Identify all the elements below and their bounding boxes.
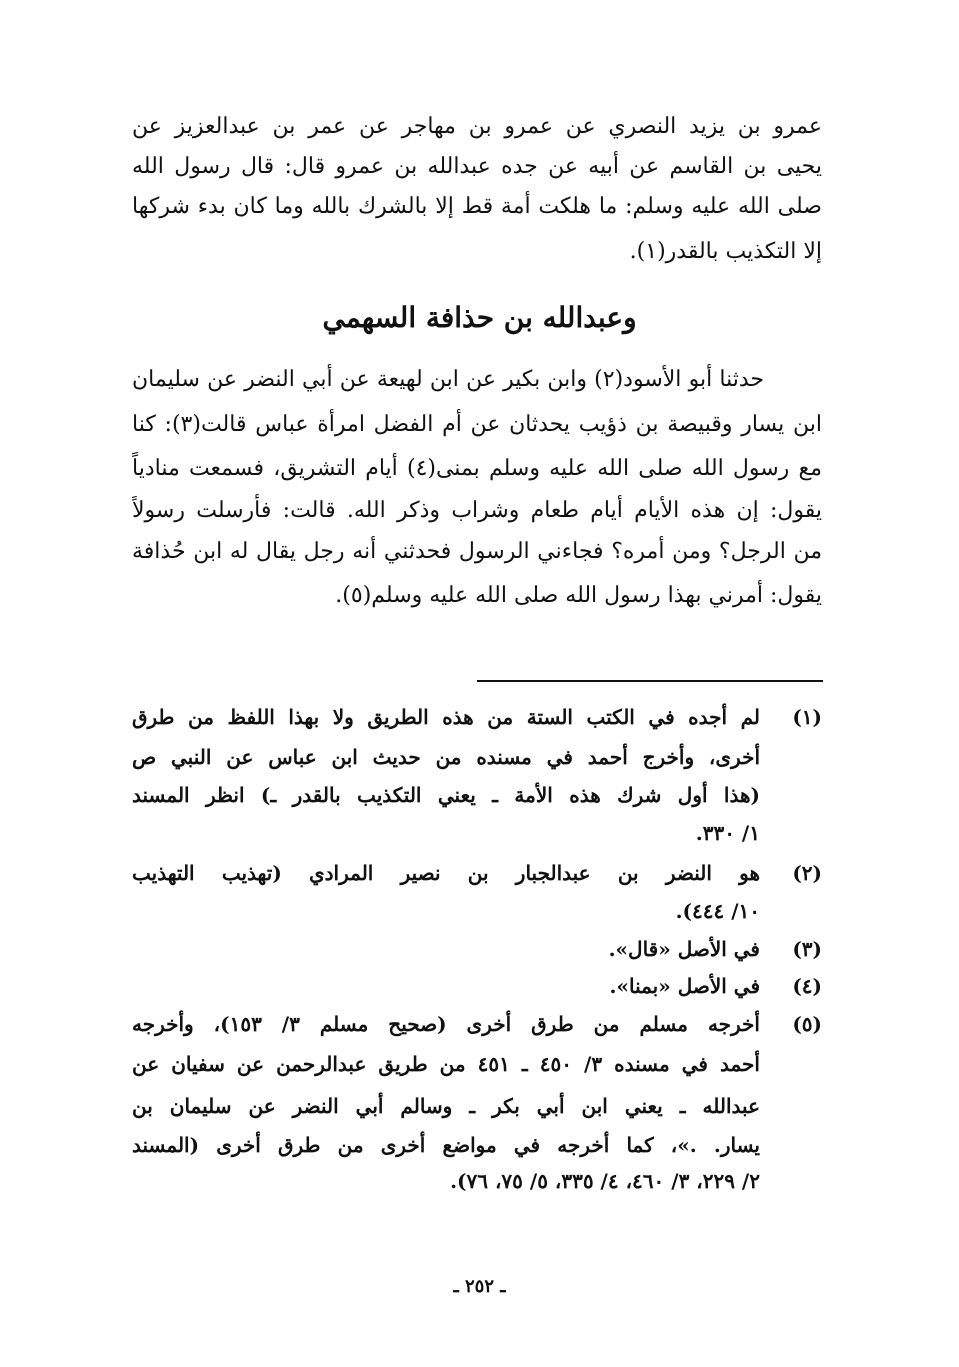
footnote-text: (هذا أول شرك هذه الأمة ـ يعني التكذيب بالقدر ـ) انظر المسند (132, 783, 760, 807)
footnote-text: ٢/ ٢٢٩، ٣/ ٤٦٠، ٤/ ٣٣٥، ٥/ ٧٥، ٧٦). (450, 1169, 760, 1193)
footnote-text: هو النضر بن عبدالجبار بن نصير المرادي (تهذيب التهذيب (132, 861, 760, 885)
footnote-number: (٤) (792, 974, 822, 998)
footnote-separator (477, 680, 823, 682)
body-line: يقول: إن هذه الأيام أيام طعام وشراب وذكر الله. قالت: فأرسلت رسولاً (132, 498, 822, 523)
section-heading: وعبدالله بن حذافة السهمي (322, 301, 637, 334)
footnote-number: (١) (792, 705, 822, 729)
footnote-text: في الأصل «قال». (608, 937, 760, 961)
body-line: حدثنا أبو الأسود(٢) وابن بكير عن ابن لهيعة عن أبي النضر عن سليمان (132, 367, 764, 392)
footnote-text: أخرى، وأخرج أحمد في مسنده من حديث ابن عباس عن النبي ص (132, 745, 760, 769)
footnote-number: (٢) (792, 861, 822, 885)
body-line: من الرجل؟ ومن أمره؟ فجاءني الرسول فحدثني أنه رجل يقال له ابن حُذافة (132, 539, 822, 564)
footnote-text: ١/ ٣٣٠. (695, 821, 760, 845)
footnote-number: (٣) (792, 937, 822, 961)
footnote-text: أخرجه مسلم من طرق أخرى (صحيح مسلم ٣/ ١٥٣)، وأخرجه (132, 1012, 760, 1036)
footnote-number: (٥) (792, 1012, 822, 1036)
body-line: ابن يسار وقبيصة بن ذؤيب يحدثان عن أم الفضل امرأة عباس قالت(٣): كنا (132, 412, 822, 437)
intro-line: عمرو بن يزيد النصري عن عمرو بن مهاجر عن عمر بن عبدالعزيز عن (132, 114, 822, 139)
footnote-text: يسار. .»، كما أخرجه في مواضع أخرى من طرق أخرى (المسند (132, 1133, 760, 1157)
intro-line: إلا التكذيب بالقدر(١). (629, 239, 822, 264)
body-line: يقول: أمرني بهذا رسول الله صلى الله عليه وسلم(٥). (335, 583, 822, 608)
footnote-text: عبدالله ـ يعني ابن أبي بكر ـ وسالم أبي النضر عن سليمان بن (132, 1094, 760, 1118)
footnote-text: لم أجده في الكتب الستة من هذه الطريق ولا بهذا اللفظ من طرق (132, 705, 760, 729)
footnote-text: في الأصل «بمنا». (609, 974, 760, 998)
intro-line: يحيى بن القاسم عن أبيه عن جده عبدالله بن عمرو قال: قال رسول الله (132, 154, 822, 179)
page-number: ـ ٢٥٢ ـ (453, 1276, 506, 1297)
footnote-text: أحمد في مسنده ٣/ ٤٥٠ ـ ٤٥١ من طريق عبدالرحمن عن سفيان عن (132, 1052, 760, 1076)
body-line: مع رسول الله صلى الله عليه وسلم بمنى(٤) أيام التشريق، فسمعت منادياً (132, 456, 822, 481)
intro-line: صلى الله عليه وسلم: ما هلكت أمة قط إلا بالشرك بالله وما كان بدء شركها (132, 194, 822, 219)
footnote-text: ١٠/ ٤٤٤). (675, 899, 760, 923)
